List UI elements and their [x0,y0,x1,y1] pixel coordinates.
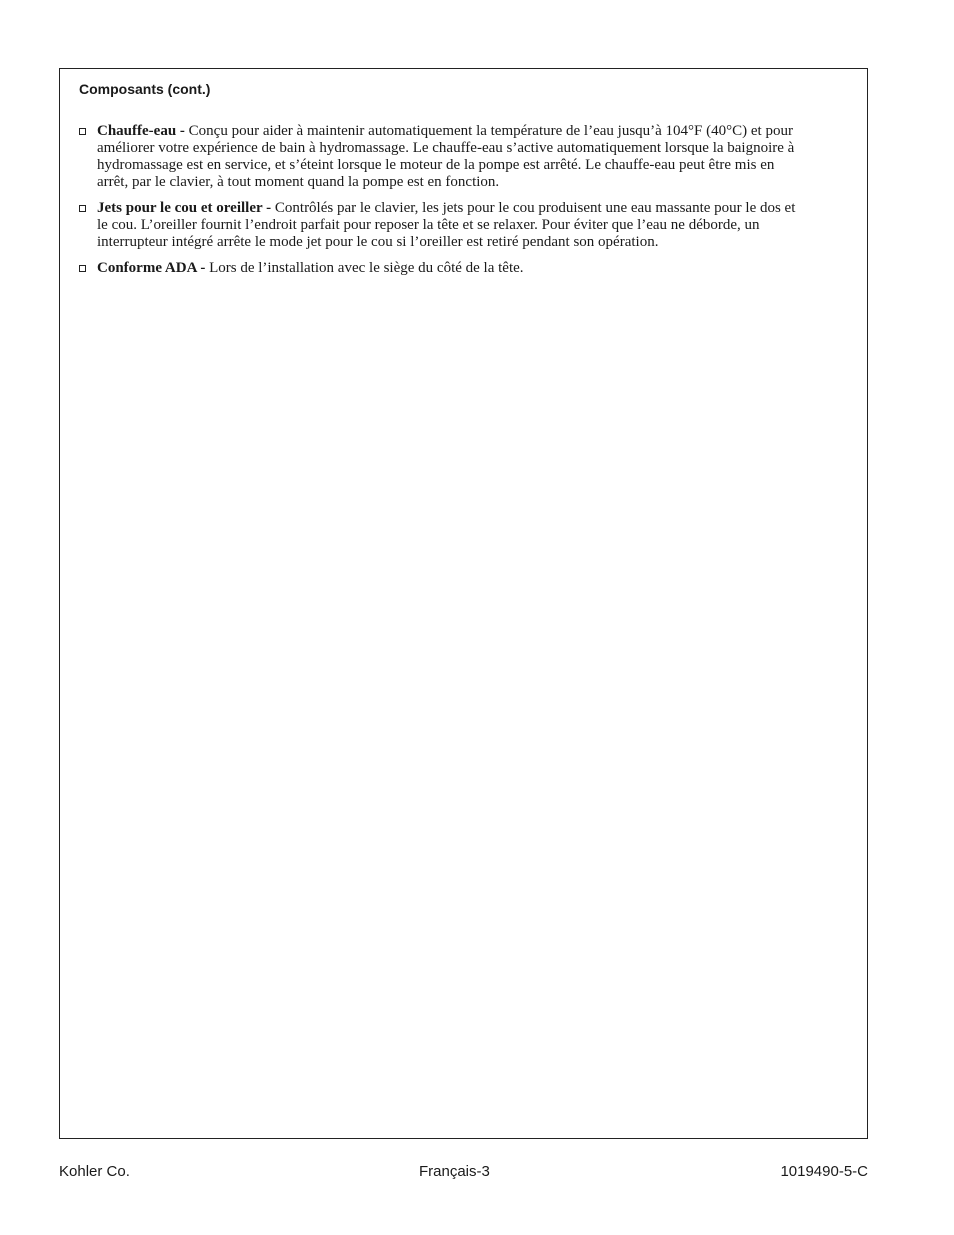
feature-description: Conçu pour aider à maintenir automatiquement la température de l’eau jusqu’à 104°F (40°C) et pour améliorer votre expérience de bain à hydromassage. Le chauffe-eau s’active automatiquement lorsque la baignoire à hydromassage est en service, et s’éteint lorsque le moteur de la pompe est arrêté. Le chauffe-eau peut être mis en arrêt, par le clavier, à tout moment quand la pompe est en fonction. [97,123,795,190]
feature-description: Contrôlés par le clavier, les jets pour le cou produisent une eau massante pour le dos et le cou. L’oreiller fournit l’endroit parfait pour reposer la tête et se relaxer. Pour éviter que l’eau ne déborde, un interrupteur intégré arrête le mode jet pour le cou si l’oreiller est retiré pendant son opération. [97,200,796,250]
feature-term: Jets pour le cou et oreiller - [97,200,272,216]
section-heading: Composants (cont.) [79,81,211,97]
footer-page-number: Français-3 [419,1163,490,1180]
content-box [59,68,868,1139]
feature-description: Lors de l’installation avec le siège du côté de la tête. [209,260,524,276]
footer-company: Kohler Co. [59,1163,130,1180]
list-item-heater [79,123,799,191]
square-bullet-icon [79,265,86,272]
list-item-ada [79,260,799,277]
feature-term: Chauffe-eau - [97,123,185,139]
feature-term: Conforme ADA - [97,260,206,276]
footer-doc-number: 1019490-5-C [780,1163,868,1180]
feature-list [79,123,799,286]
square-bullet-icon [79,128,86,135]
list-item-neck-jets [79,200,799,251]
square-bullet-icon [79,205,86,212]
